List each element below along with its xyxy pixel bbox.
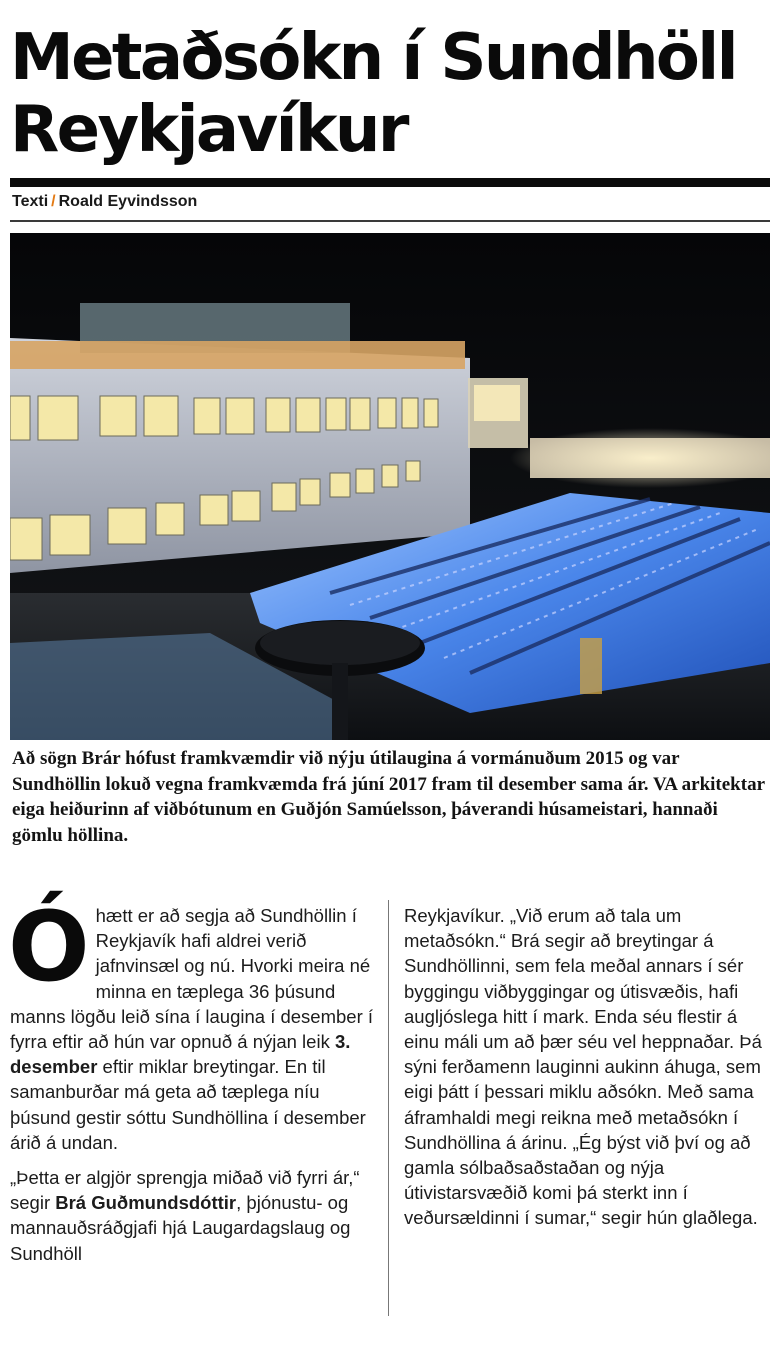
body-column-right xyxy=(404,903,768,1231)
body-paragraph xyxy=(8,891,374,1155)
body-text-bold: 3. desember xyxy=(10,1031,351,1078)
column-divider xyxy=(388,900,389,1316)
body-text: eftir miklar breytingar. En til samanburðar má geta að tæplega níu þúsund gestir sóttu Sundhöllina í desember árið á undan. xyxy=(10,1056,366,1153)
byline xyxy=(12,193,197,211)
article-headline: Metaðsókn í Sundhöll Reykjavíkur xyxy=(10,21,736,167)
body-text: „Þetta er algjör sprengja miðað við fyrri ár,“ segir xyxy=(10,1167,360,1214)
byline-author: Roald Eyvindsson xyxy=(58,193,198,210)
body-paragraph xyxy=(10,1165,374,1266)
body-paragraph: Reykjavíkur. „Við erum að tala um metaðsókn.“ Brá segir að breytingar á Sundhöllinni, sem fela meðal annars í sér byggingu viðbyggingar og útisvæðis, hafi augljóslega hitt í mark. Enda séu flestir á einu máli um að þær séu vel heppnaðar. Þá sýni ferðamenn lauginni aukinn áhuga, sem eigi þátt í þessari miklu aðsókn. Með sama áframhaldi megi reikna með metaðsókn í Sundhöllina á árinu. „Ég býst við því og að gamla sólbaðsaðstaðan og nýja útivistarsvæðið komi þá sterkt inn í veðursældinni í sumar,“ segir hún glaðlega. xyxy=(404,905,762,1229)
body-text: , þjónustu- og mannauðsráðgjafi hjá Laugardagslaug og Sundhöll xyxy=(10,1192,351,1264)
drop-cap: Ó xyxy=(8,891,90,1003)
byline-rule xyxy=(10,220,770,222)
byline-label: Texti xyxy=(12,193,49,210)
body-text-bold: Brá Guðmundsdóttir xyxy=(55,1192,237,1214)
headline-rule xyxy=(10,178,770,187)
byline-separator: / xyxy=(51,193,56,210)
body-column-left xyxy=(8,891,374,1266)
body-text: hætt er að segja að Sundhöllin í Reykjavík hafi aldrei verið jafnvinsæl og nú. Hvorki meira né minna en tæplega 36 þúsund manns lögðu leið sína í laugina í desember í fyrra eftir að hún var opnuð á nýjan leik xyxy=(10,905,374,1053)
pool-photo xyxy=(10,233,770,740)
photo-caption: Að sögn Brár hófust framkvæmdir við nýju útilaugina á vormánuðum 2015 og var Sundhöllin lokuð vegna framkvæmda frá júní 2017 fram til desember sama ár. VA arkitektar eiga heiðurinn af viðbótunum en Guðjón Samúelsson, þáverandi húsameistari, hannaði gömlu höllina. xyxy=(12,748,765,846)
